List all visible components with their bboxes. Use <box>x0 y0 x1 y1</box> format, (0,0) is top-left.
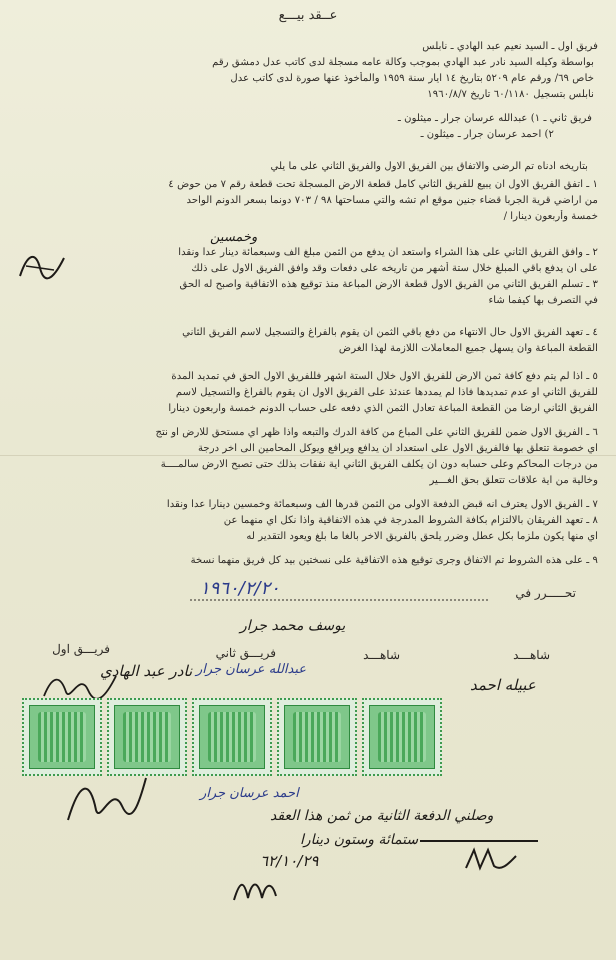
line-27: ٩ ـ على هذه الشروط تم الاتفاق وجرى توقيع هذه الاتفاقية على نسختين بيد كل فريق منهما نسخة <box>190 555 598 566</box>
line-20: ٦ ـ الفريق الاول ضمن للفريق الثاني على المباع من كافة الدرك والتبعه واذا ظهر اي مستحق للارض او نتج <box>155 427 598 438</box>
margin-note: وخمسين <box>210 230 258 245</box>
line-22: من درجات المحاكم وعلى حسابه دون ان يكلف الفريق الثاني اية نفقات بذلك حتى تصبح الارض سالمــــة <box>160 459 598 470</box>
receipt-date: ٦٢/١٠/٢٩ <box>260 852 319 870</box>
line-5: فريق ثاني ـ ١) عبدالله عرسان جرار ـ ميثلون ـ <box>397 113 592 124</box>
margin-scribble <box>14 246 74 286</box>
line-24: ٧ ـ الفريق الاول يعترف انه قبض الدفعة الاولى من الثمن قدرها الف وسبعمائة وخمسين دينارا عدا ونقدا <box>166 499 598 510</box>
stamp-signature-scribble <box>60 770 150 830</box>
document-title: عــقد بيـــع <box>278 8 338 23</box>
signature-abdullah: عبدالله عرسان جرار <box>196 662 307 677</box>
first-party-label: فريـــق اول <box>52 642 110 656</box>
line-19: الفريق الثاني ارضا من القطعة المباعة تعادل الثمن الذي دفعه على حساب الدونم خمسة واربعون دينارا <box>168 403 598 414</box>
revenue-stamp-1 <box>22 698 102 776</box>
date-label: تحـــــرر في <box>515 586 576 600</box>
line-1: فريق اول ـ السيد نعيم عبد الهادي ـ نابلس <box>422 41 598 52</box>
line-11: ٢ ـ وافق الفريق الثاني على هذا الشراء واستعد ان يدفع من الثمن مبلغ الف وسبعمائة دينار عدا ونقدا <box>178 247 598 258</box>
line-18: للفريق الثاني او عدم تمديدها فاذا لم يمددها عندئذ على الفريق الاول ان يقوم بالفراغ والتسجيل لاسم <box>175 387 598 398</box>
line-14: في التصرف بها كيفما شاء <box>488 295 598 306</box>
revenue-stamp-4 <box>277 698 357 776</box>
witness-1-label: شاهـــد <box>363 648 400 662</box>
line-10: خمسة وأربعون دينارا / <box>503 211 598 222</box>
revenue-stamp-3 <box>192 698 272 776</box>
line-4: نابلس بتسجيل ٦٠/١١٨٠ تاريخ ١٩٦٠/٨/٧ <box>427 89 594 100</box>
date-value: ١٩٦٠/٢/٢٠ <box>200 578 280 599</box>
line-21: اي خصومة تتعلق بها فالفريق الاول على استعداد ان يدافع ويرافع ويوكل المحامين الى اخر درجة <box>197 443 598 454</box>
receipt-signature-left <box>230 872 280 906</box>
line-6: ٢) احمد عرسان جرار ـ ميثلون ـ <box>420 129 554 140</box>
receipt-signature-right <box>460 842 520 876</box>
line-12: على ان يدفع باقي المبلغ خلال ستة أشهر من تاريخه على دفعات وقد وافق الفريق الاول على ذلك <box>191 263 598 274</box>
line-3: خاص ٦٩/ ورقم عام ٥٢٠٩ بتاريخ ١٤ ايار سنة ١٩٥٩ والمأخوذ عنها صورة لدى كاتب عدل <box>230 73 594 84</box>
signature-witness: عبيله احمد <box>470 676 536 694</box>
line-13: ٣ ـ تسلم الفريق الثاني من الفريق الاول قطعة الارض المباعة منذ توقيع هذه الاتفاقية واصبح له الحق <box>179 279 598 290</box>
line-7: بتاريخه ادناه تم الرضى والاتفاق بين الفريق الاول والفريق الثاني على ما يلي <box>270 161 588 172</box>
line-25: ٨ ـ تعهد الفريقان بالالتزام بكافة الشروط المدرجة في هذه الاتفاقية واذا نكل اي منهما عن <box>223 515 598 526</box>
date-underline <box>190 598 490 602</box>
revenue-stamp-2 <box>107 698 187 776</box>
line-23: وخالية من اية علاقات تتعلق بحق الغـــير <box>429 475 598 486</box>
line-2: بواسطة وكيله السيد نادر عبد الهادي بموجب وكالة عامه مسجلة لدى كاتب عدل دمشق رقم <box>212 57 594 68</box>
line-16: القطعة المباعة وان يسهل جميع المعاملات اللازمة لهذا الغرض <box>338 343 598 354</box>
line-8: ١ ـ اتفق الفريق الاول ان يبيع للفريق الثاني كامل قطعة الارض المسجلة تحت قطعة رقم ٧ من حوض ٤ <box>168 179 598 190</box>
receipt-line-1: وصلني الدفعة الثانية من ثمن هذا العقد <box>270 808 494 824</box>
witness-2-label: شاهـــد <box>513 648 550 662</box>
second-party-label: فريـــق ثاني <box>215 646 276 660</box>
line-17: ٥ ـ اذا لم يتم دفع كافة ثمن الارض للفريق الاول خلال الستة اشهر فللفريق الاول الحق في تمديد المدة <box>171 371 598 382</box>
signature-nader: نادر عبد الهادي <box>100 662 193 680</box>
witness-name-top: يوسف محمد جرار <box>240 618 346 634</box>
receipt-line-2: ستمائة وستون دينارا <box>300 832 419 848</box>
revenue-stamp-5 <box>362 698 442 776</box>
line-9: من اراضي قرية الجربا قضاء جنين موقع ام تشه والتي مساحتها ٩٨ / ٧٠٣ دونما بسعر الدونم الواحد <box>186 195 598 206</box>
signature-ahmad: احمد عرسان جرار <box>200 786 299 801</box>
line-26: اي منها يكون ملزما بكل عطل وضرر يلحق بالفريق الاخر بالغا ما بلغ ويعود التقدير له <box>246 531 598 542</box>
line-15: ٤ ـ تعهد الفريق الاول حال الانتهاء من دفع باقي الثمن ان يقوم بالفراغ والتسجيل لاسم الفريق الثاني <box>182 327 598 338</box>
